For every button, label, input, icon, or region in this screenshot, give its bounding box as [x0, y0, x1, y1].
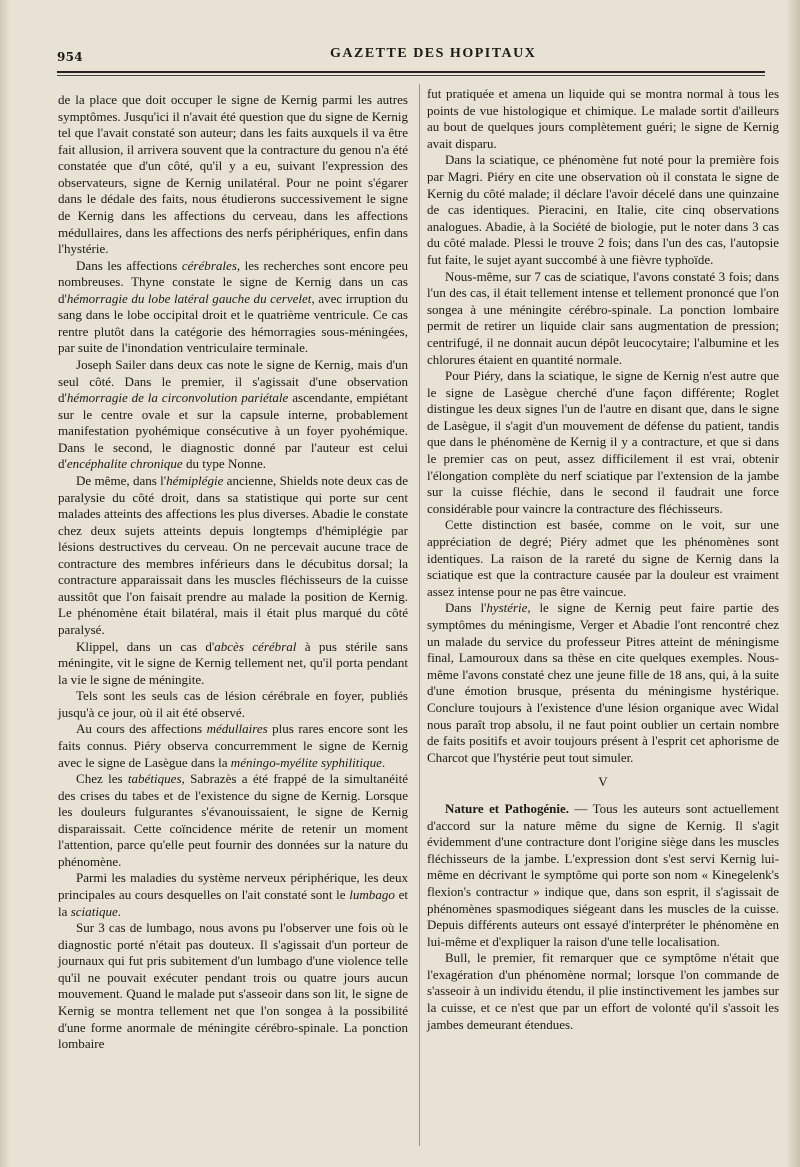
paragraph: [58, 721, 408, 771]
paragraph: [427, 368, 779, 517]
italic-text: hémiplégie: [166, 472, 224, 488]
italic-text: lumbago: [349, 887, 395, 902]
italic-text: hémorragie du lobe latéral gauche du cervelet: [66, 290, 312, 306]
text-run: Klippel, dans un cas d': [76, 638, 215, 654]
page-header: [0, 0, 800, 80]
paragraph: [58, 639, 408, 689]
text-run: ascendante, empiétant sur le centre ovale et sur la capsule interne, probablement manifestation pyohémique consécutive à un foyer pyohémique. Dans le second, le diagnostic donné par l'auteur est celui d': [58, 390, 408, 472]
text-run: — Tous les auteurs sont actuellement d'accord sur la nature même du signe de Kernig. Il s'agit évidemment d'une contracture dont l'origine siège dans les muscles fléchisseurs de la jambe. L'expression dont s'est servi Kernig lui-même en décrivant le symptôme qui porte son nom « Kinegelenk's flexion's contractur » indique que, dans son esprit, il s'agissait de phénomènes spasmodiques siégeant dans les muscles de la cuisse. Depuis différents auteurs ont essayé d'interpréter le phénomène en lui-même et d'expliquer la raison d'une telle localisation.: [427, 800, 779, 949]
text-run: , les recherches sont encore peu nombreuses. Thyne constate le signe de Kernig dans un cas d': [58, 257, 409, 306]
paragraph: [427, 269, 779, 369]
italic-text: encéphalite chronique: [66, 456, 183, 472]
text-run: Joseph Sailer dans deux cas note le signe de Kernig, mais d'un seul côté. Dans le premier, il s'agissait d'une observation d': [58, 357, 408, 406]
paragraph: [427, 86, 779, 152]
paragraph: [427, 517, 779, 600]
text-run: Cette distinction est basée, comme on le voit, sur une appréciation de degré; Piéry admet que les phénomènes sont identiques. La raison de la rareté du signe de Kernig dans la sciatique est que la contracture causée par la douleur est vraiment assez intense pour ne pas être vaincue.: [427, 517, 779, 599]
italic-text: méningo-myélite syphilitique: [230, 754, 382, 770]
paragraph: [58, 920, 408, 1053]
paragraph: [58, 771, 408, 870]
text-run: , avec irruption du sang dans le lobe occipital droit et le quatrième ventricule. Ce cas rentre plutôt dans la catégorie des hémorragies sous-méningées, par suite de l'inondation ventriculaire terminale.: [58, 290, 408, 356]
paragraph: [58, 357, 408, 473]
text-run: Sur 3 cas de lumbago, nous avons pu l'observer une fois où le diagnostic porté n'était pas douteux. Il s'agissait d'un porteur de journaux qui fut pris subitement d'un lumbago d'une violence telle qu'il ne pouvait exécuter pendant trois ou quatre jours aucun mouvement. Quand le malade put s'asseoir dans son lit, le signe de Kernig se montra tellement net que l'on songea à la possibilité d'une forme anormale de méningite cérébro-spinale. La ponction lombaire: [58, 920, 408, 1052]
paragraph: [427, 801, 779, 950]
italic-text: hémorragie de la circonvolution pariétale: [66, 390, 289, 406]
paragraph: [58, 473, 408, 639]
page-edge-shadow-left: [0, 0, 10, 1167]
paragraph: [427, 950, 779, 1033]
text-run: Bull, le premier, fit remarquer que ce symptôme n'était que l'exagération d'un phénomène normal; lorsque l'on commande de s'asseoir à un individu étendu, il plie instinctivement les jambes sur la cuisse, et ce n'est que par un effort de volonté qu'il s'assoit les jambes demeurant étendues.: [427, 950, 779, 1032]
text-run: Tels sont les seuls cas de lésion cérébrale en foyer, publiés jusqu'à ce jour, où il ait été observé.: [58, 688, 408, 720]
paragraph: [58, 688, 408, 721]
text-run: Parmi les maladies du système nerveux périphérique, les deux principales au cours desquelles on l'ait constaté sont le: [58, 870, 408, 902]
journal-title: GAZETTE DES HOPITAUX: [330, 46, 537, 61]
italic-text: cérébrales: [181, 257, 237, 273]
section-number: V: [598, 774, 608, 790]
paragraph: [427, 152, 779, 268]
right-text-column: [427, 86, 779, 1033]
column-divider: [419, 84, 420, 1146]
paragraph: [427, 600, 779, 766]
paragraph: [58, 92, 408, 258]
text-run: .: [381, 754, 386, 770]
text-run: Au cours des affections: [76, 721, 207, 737]
text-run: fut pratiquée et amena un liquide qui se montra normal à tous les points de vue histologique et chimique. Le malade sortit d'ailleurs au bout de quelques jours complètement guéri; le signe de Kernig avait disparu.: [427, 86, 779, 151]
text-run: Chez les: [76, 771, 128, 787]
page-edge-shadow-right: [786, 0, 800, 1167]
text-run: Dans les affections: [76, 257, 182, 273]
text-run: Dans la sciatique, ce phénomène fut noté pour la première fois par Magri. Piéry en cite une observation où il constata le signe de Kernig du côté malade; il déclare l'avoir décelé dans une quinzaine de cas identiques. Pieracini, en Italie, cite cinq observations analogues. Abadie, à la Société de biologie, put le noter dans 3 cas du côté malade. Plessi le trouve 2 fois; dans l'un des cas, l'autopsie fut faite, le sujet ayant succombé à une fièvre typhoïde.: [427, 152, 779, 267]
page-number: 954: [57, 50, 83, 64]
text-run: et la: [58, 887, 408, 919]
text-run: , le signe de Kernig peut faire partie des symptômes du méningisme, Verger et Abadie l'ont rencontré chez un malade du service du professeur Pitres atteint de méningisme final, Lamouroux dans sa thèse en cite quelques exemples. Nous-même l'avons constaté chez une jeune fille de 18 ans, qui, à la suite d'une émotion brusque, présenta du méningisme hystérique. Conclure toujours à l'existence d'une lésion organique avec Widal nous paraît trop absolu, il ne faut point oublier un certain nombre de faits positifs et avoir toujours présent à l'esprit cet aphorisme de Charcot que l'hystérie peut tout simuler.: [427, 600, 780, 765]
left-text-column: [58, 92, 408, 1053]
italic-text: sciatique: [70, 903, 118, 919]
text-run: du type Nonne.: [182, 456, 267, 472]
text-run: ancienne, Shields note deux cas de paralysie du côté droit, dans sa statistique qui porte sur cent malades atteints des affections les plus diverses. Abadie le constate chez deux sujets atteints depuis longtemps d'hémiplégie par lésions destructives du cerveau. On ne percevait aucune trace de contracture des membres inférieurs dans le décubitus dorsal; la contracture apparaissait dans les muscles fléchisseurs de la cuisse aussitôt que l'on faisait prendre au malade la position de Kernig. Le phénomène était bilatéral, mais il était plus marqué du côté paralysé.: [58, 472, 408, 637]
paragraph: [58, 870, 408, 920]
text-run: Dans l': [445, 600, 487, 616]
italic-text: abcès cérébral: [214, 638, 297, 654]
paragraph: [58, 258, 408, 357]
text-run: plus rares encore sont les faits connus. Piéry observa concurremment le signe de Kernig avec le signe de Lasègue dans la: [58, 721, 408, 770]
text-run: de la place que doit occuper le signe de Kernig parmi les autres symptômes. Jusqu'ici il n'avait été question que du signe de Kernig tel que l'avait constaté son auteur; dans les faits auxquels il va être fait allusion, il arrivera souvent que la contracture du genou n'a été constatée que d'un côté, qu'il y a eu, suivant l'expression des observateurs, signe de Kernig unilatéral. Pour ne point s'égarer dans le dédale des faits, nous étudierons successivement le signe de Kernig dans les affections du cerveau, dans les affections médullaires, dans les affections des nerfs périphériques, enfin dans l'hystérie.: [58, 92, 408, 257]
section-heading: Nature et Pathogénie.: [445, 800, 569, 816]
text-run: De même, dans l': [76, 472, 167, 488]
italic-text: hystérie: [486, 600, 528, 616]
italic-text: médullaires: [206, 721, 268, 737]
text-run: .: [117, 903, 122, 919]
text-run: Nous-même, sur 7 cas de sciatique, l'avons constaté 3 fois; dans l'un des cas, il était tellement intense et tellement prononcé que l'on songea à une méningite cérébro-spinale. La ponction lombaire permit de retirer un liquide clair sans augmentation de pression; centrifugé, il ne donnait aucun dépôt leucocytaire; l'albumine et les chlorures étaient en quantité normale.: [427, 268, 779, 367]
text-run: Pour Piéry, dans la sciatique, le signe de Kernig n'est autre que le signe de Lasègue cherché d'une façon différente; Roglet distingue les deux signes l'un de l'autre en disant que, dans le signe de Lasègue, il s'agit d'un mouvement de défense du patient, tandis que dans le phénomène de Kernig il y a contracture, et que si dans le premier cas on peut, assez difficilement il est vrai, obtenir l'élongation complète du nerf sciatique par l'extension de la jambe sur la cuisse fléchie, dans le second il faudrait une force considérable pour vaincre la contracture des fléchisseurs.: [427, 368, 779, 516]
italic-text: tabétiques: [127, 771, 182, 787]
text-run: , Sabrazès a été frappé de la simultanéité des crises du tabes et de l'existence du signe de Kernig. Lorsque les douleurs fulgurantes s'évanouissaient, le signe de Kernig disparaissait. Cette coïncidence mérite de retenir un moment l'attention, parce qu'elle peut fournir des données sur la nature du phénomène.: [58, 771, 408, 869]
header-rule-thick: [57, 71, 765, 73]
header-rule-thin: [57, 75, 765, 76]
text-run: à pus stérile sans méningite, vit le signe de Kernig tellement net, qu'il porta pendant la vie le signe de méningite.: [58, 638, 408, 687]
